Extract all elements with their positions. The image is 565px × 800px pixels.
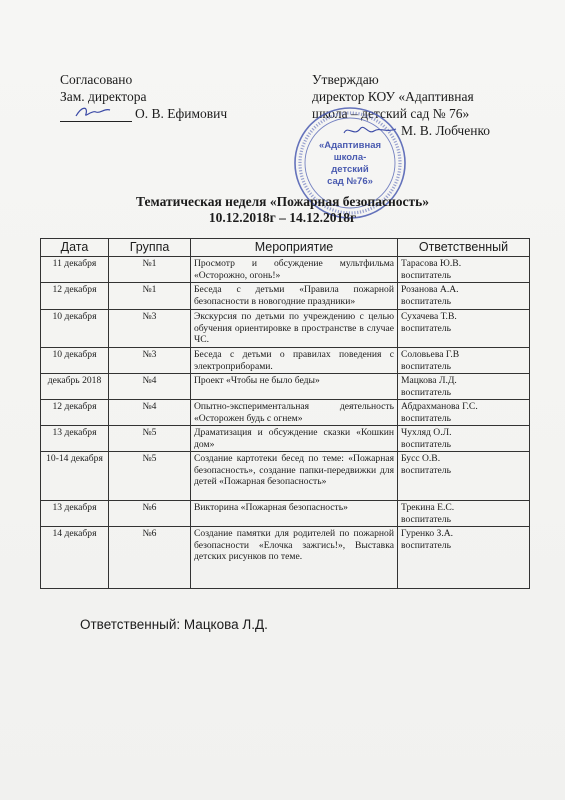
cell-responsible [398, 452, 530, 501]
stamp-line: сад №76» [327, 176, 373, 187]
resp-role: воспитатель [401, 269, 451, 281]
resp-role: воспитатель [401, 386, 451, 398]
table-row [41, 257, 530, 283]
table-row [41, 310, 530, 348]
cell-event: Экскурсия по детьми по учреждению с целью обучения ориентировке в пространстве в случае ЧС. [191, 310, 398, 348]
resp-name: Тарасова Ю.В. [401, 258, 462, 269]
cell-responsible [398, 400, 530, 426]
header-responsible: Ответственный [398, 239, 530, 257]
cell-group: №1 [109, 283, 191, 310]
cell-date: 13 декабря [41, 501, 109, 527]
resp-name: Мацкова Л.Д. [401, 375, 457, 386]
stamp-line: «Адаптивная [318, 140, 382, 151]
cell-event: Просмотр и обсуждение мультфильма «Осторожно, огонь!» [191, 257, 398, 283]
cell-responsible [398, 310, 530, 348]
stamp-text [293, 106, 407, 188]
agreed-label: Согласовано [60, 72, 133, 87]
table-row [41, 501, 530, 527]
table-header-row [41, 239, 530, 257]
cell-date: 11 декабря [41, 257, 109, 283]
header-event: Мероприятие [191, 239, 398, 257]
cell-group: №3 [109, 348, 191, 374]
cell-event: Проект «Чтобы не было беды» [191, 374, 398, 400]
cell-group: №6 [109, 527, 191, 589]
approve-org: школа – детский сад № 76» [312, 106, 470, 121]
events-table [40, 238, 530, 589]
cell-date: 12 декабря [41, 283, 109, 310]
cell-responsible [398, 257, 530, 283]
cell-group: №4 [109, 400, 191, 426]
cell-event: Опытно-экспериментальная деятельность «Осторожен будь с огнем» [191, 400, 398, 426]
cell-event: Беседа с детьми «Правила пожарной безопасности в новогодние праздники» [191, 283, 398, 310]
resp-role: воспитатель [401, 464, 451, 476]
table-row [41, 426, 530, 452]
resp-name: Чухляд О.Л. [401, 427, 452, 438]
resp-name: Трекина Е.С. [401, 502, 455, 513]
table-row [41, 400, 530, 426]
resp-role: воспитатель [401, 438, 451, 450]
resp-role: воспитатель [401, 539, 451, 551]
resp-name: Гуренко З.А. [401, 528, 454, 539]
cell-date: декабрь 2018 [41, 374, 109, 400]
resp-role: воспитатель [401, 412, 451, 424]
cell-responsible [398, 283, 530, 310]
cell-group: №4 [109, 374, 191, 400]
cell-responsible [398, 348, 530, 374]
cell-date: 10 декабря [41, 310, 109, 348]
stamp-line: школа- [333, 152, 367, 163]
header-group: Группа [109, 239, 191, 257]
agreed-block [60, 71, 227, 122]
cell-group: №6 [109, 501, 191, 527]
footer-responsible: Ответственный: Мацкова Л.Д. [80, 617, 268, 632]
resp-name: Сухачева Т.В. [401, 311, 457, 322]
agreed-position: Зам. директора [60, 89, 147, 104]
cell-group: №5 [109, 426, 191, 452]
cell-event: Викторина «Пожарная безопасность» [191, 501, 398, 527]
cell-date: 13 декабря [41, 426, 109, 452]
cell-group: №1 [109, 257, 191, 283]
stamp-line: детский [331, 164, 369, 175]
table-row [41, 283, 530, 310]
agreed-signature [60, 108, 132, 122]
cell-responsible [398, 527, 530, 589]
approve-name: М. В. Лобченко [401, 123, 491, 138]
header-date: Дата [41, 239, 109, 257]
approve-label: Утверждаю [312, 72, 379, 87]
cell-group: №3 [109, 310, 191, 348]
document-dates: 10.12.2018г – 14.12.2018г [208, 210, 357, 225]
cell-responsible [398, 374, 530, 400]
resp-name: Розанова А.А. [401, 284, 459, 295]
cell-event: Беседа с детьми о правилах поведения с электроприборами. [191, 348, 398, 374]
cell-responsible [398, 426, 530, 452]
resp-role: воспитатель [401, 513, 451, 525]
cell-date: 14 декабря [41, 527, 109, 589]
resp-name: Абдрахманова Г.С. [401, 401, 478, 412]
cell-date: 10-14 декабря [41, 452, 109, 501]
cell-event: Драматизация и обсуждение сказки «Кошкин дом» [191, 426, 398, 452]
resp-name: Соловьева Г.В [401, 349, 460, 360]
approve-position: директор КОУ «Адаптивная [312, 89, 474, 104]
resp-name: Бусс О.В. [401, 453, 441, 464]
resp-role: воспитатель [401, 322, 451, 334]
document-title: Тематическая неделя «Пожарная безопасность» [136, 194, 429, 209]
resp-role: воспитатель [401, 360, 451, 372]
table-row [41, 452, 530, 501]
cell-date: 10 декабря [41, 348, 109, 374]
agreed-name: О. В. Ефимович [135, 106, 228, 121]
table-row [41, 348, 530, 374]
cell-event: Создание памятки для родителей по пожарной безопасности «Елочка зажгись!», Выставка детских рисунков по теме. [191, 527, 398, 589]
table-row [41, 527, 530, 589]
resp-role: воспитатель [401, 295, 451, 307]
cell-date: 12 декабря [41, 400, 109, 426]
cell-event: Создание картотеки бесед по теме: «Пожарная безопасность», создание папки-передвижки для детей «Пожарная безопасность» [191, 452, 398, 501]
table-row [41, 374, 530, 400]
cell-responsible [398, 501, 530, 527]
cell-group: №5 [109, 452, 191, 501]
